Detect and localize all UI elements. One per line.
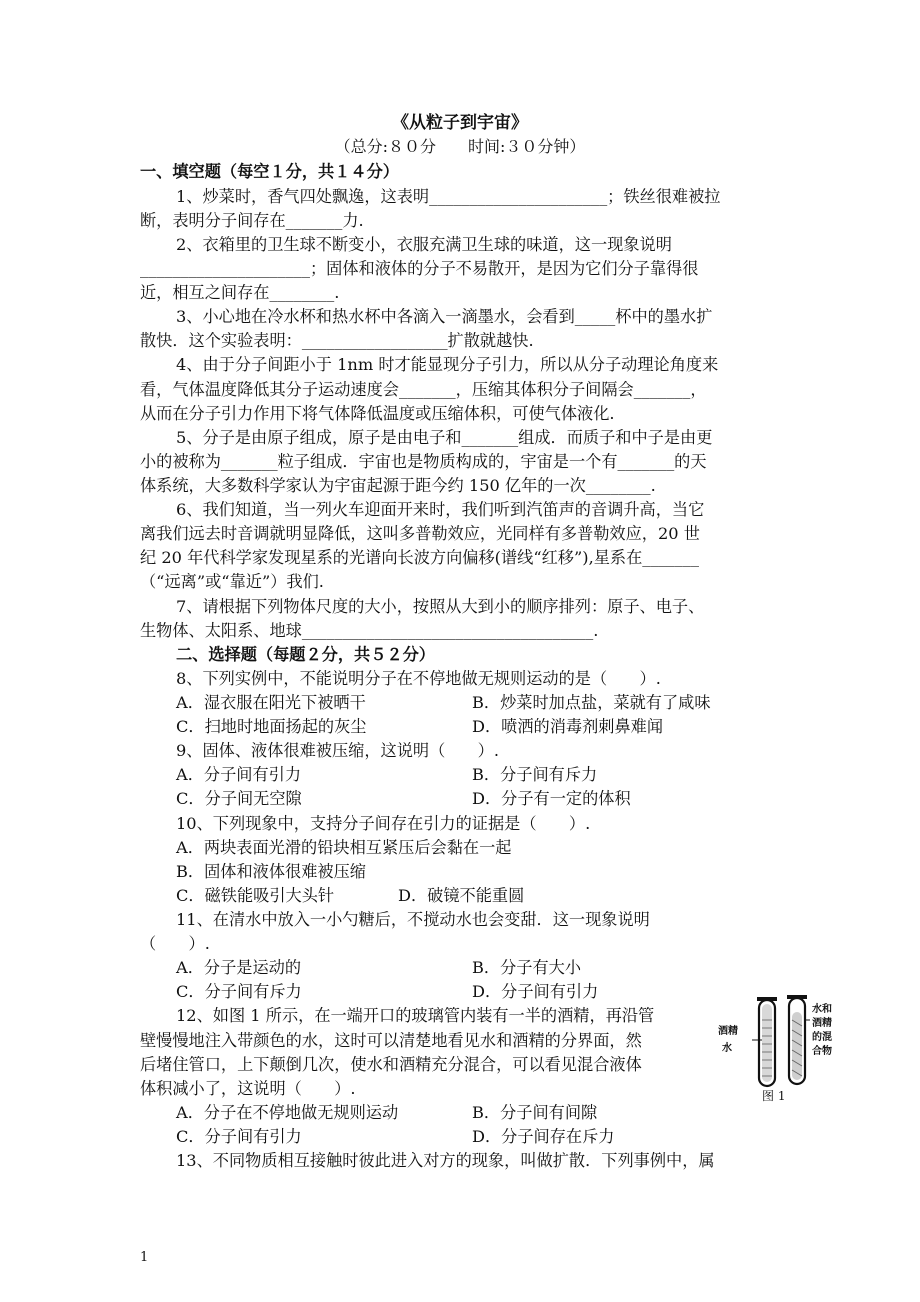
- question-2-line-2: _____________________；固体和液体的分子不易散开，是因为它们分子靠得很: [140, 259, 699, 278]
- question-8-option-b: B．炒菜时加点盐，菜就有了咸味: [472, 693, 711, 712]
- document-title: 《从粒子到宇宙》: [392, 113, 528, 133]
- question-5-line-3: 体系统，大多数科学家认为宇宙起源于距今约 150 亿年的一次________.: [140, 476, 656, 495]
- figure-label-mixture-1: 水和: [812, 1004, 832, 1015]
- document-subtitle: （总分:８０分 时间:３０分钟）: [334, 137, 586, 156]
- question-3-line-1: 3、小心地在冷水杯和热水杯中各滴入一滴墨水，会看到_____杯中的墨水扩: [176, 307, 713, 326]
- question-3-line-2: 散快．这个实验表明：__________________扩散就越快.: [140, 331, 534, 350]
- figure-label-water: 水: [722, 1043, 732, 1054]
- question-10-option-a: A．两块表面光滑的铅块相互紧压后会黏在一起: [176, 838, 512, 857]
- question-9-option-b: B．分子间有斥力: [472, 765, 598, 784]
- question-10-option-c: C．磁铁能吸引大头针: [176, 886, 335, 905]
- section-heading-multiple-choice: 二、选择题（每题２分，共５２分）: [176, 645, 435, 664]
- question-1-line-2: 断，表明分子间存在_______力.: [140, 211, 364, 230]
- question-8-stem: 8、下列实例中，不能说明分子在不停地做无规则运动的是（ ）.: [176, 669, 661, 688]
- question-4-line-1: 4、由于分子间距小于 1nm 时才能显现分子引力，所以从分子动理论角度来: [176, 355, 719, 374]
- right-test-tube: [787, 995, 810, 1084]
- question-2-line-1: 2、衣箱里的卫生球不断变小，衣服充满卫生球的味道，这一现象说明: [176, 235, 672, 254]
- question-10-stem: 10、下列现象中，支持分子间存在引力的证据是（ ）.: [176, 814, 591, 833]
- question-12-option-b: B．分子间有间隙: [472, 1103, 598, 1122]
- question-12-option-c: C．分子间有引力: [176, 1127, 302, 1146]
- question-13-line-1: 13、不同物质相互接触时彼此进入对方的现象，叫做扩散．下列事例中，属: [176, 1151, 715, 1170]
- question-11-option-a: A．分子是运动的: [176, 958, 302, 977]
- question-10-option-b: B．固体和液体很难被压缩: [176, 862, 366, 881]
- question-5-line-1: 5、分子是由原子组成，原子是由电子和_______组成．而质子和中子是由更: [176, 428, 713, 447]
- question-4-line-3: 从而在分子引力作用下将气体降低温度或压缩体积，可使气体液化.: [140, 404, 615, 423]
- question-12-line-4: 体积减小了，这说明（ ）.: [140, 1079, 356, 1098]
- question-8-option-d: D．喷洒的消毒剂刺鼻难闻: [472, 717, 664, 736]
- question-12-line-1: 12、如图 1 所示，在一端开口的玻璃管内装有一半的酒精，再沿管: [176, 1006, 655, 1025]
- question-7-line-1: 7、请根据下列物体尺度的大小，按照从大到小的顺序排列：原子、电子、: [176, 597, 705, 616]
- page-number: 1: [140, 1250, 149, 1265]
- question-9-option-d: D．分子有一定的体积: [472, 789, 631, 808]
- question-6-line-2: 离我们远去时音调就明显降低，这叫多普勒效应，光同样有多普勒效应，20 世: [140, 524, 700, 543]
- question-4-line-2: 看，气体温度降低其分子运动速度会_______，压缩其体积分子间隔会_______，: [140, 380, 707, 399]
- question-9-stem: 9、固体、液体很难被压缩，这说明（ ）.: [176, 741, 500, 760]
- question-12-option-a: A．分子在不停地做无规则运动: [176, 1103, 399, 1122]
- question-11-option-d: D．分子间有引力: [472, 982, 599, 1001]
- question-11-line-1: 11、在清水中放入一小勺糖后，不搅动水也会变甜．这一现象说明: [176, 910, 650, 929]
- figure-label-mixture-2: 酒精: [812, 1018, 832, 1029]
- section-heading-fill-blank: 一、填空题（每空１分，共１４分）: [140, 162, 399, 181]
- figure-caption: 图 1: [762, 1089, 786, 1103]
- question-2-line-3: 近，相互之间存在________.: [140, 283, 340, 302]
- question-12-line-2: 壁慢慢地注入带颜色的水，这时可以清楚地看见水和酒精的分界面，然: [140, 1031, 642, 1050]
- question-12-option-d: D．分子间存在斥力: [472, 1127, 615, 1146]
- question-10-option-d: D．破镜不能重圆: [398, 886, 525, 905]
- question-12-line-3: 后堵住管口，上下颠倒几次，使水和酒精充分混合，可以看见混合液体: [140, 1055, 642, 1074]
- question-11-option-b: B．分子有大小: [472, 958, 582, 977]
- left-test-tube: [752, 997, 777, 1086]
- question-11-line-2: （ ）.: [140, 934, 210, 953]
- question-5-line-2: 小的被称为_______粒子组成．宇宙也是物质构成的，宇宙是一个有_______的天: [140, 452, 707, 471]
- figure-label-mixture-3: 的混: [812, 1032, 832, 1043]
- question-1-line-1: 1、炒菜时，香气四处飘逸，这表明______________________；铁丝很难被拉: [176, 187, 721, 206]
- question-11-option-c: C．分子间有斥力: [176, 982, 302, 1001]
- question-6-line-4: （“远离”或“靠近”）我们.: [140, 572, 324, 591]
- question-9-option-c: C．分子间无空隙: [176, 789, 302, 808]
- question-6-line-3: 纪 20 年代科学家发现星系的光谱向长波方向偏移(谱线“红移”),星系在_______: [140, 548, 699, 567]
- question-6-line-1: 6、我们知道，当一列火车迎面开来时，我们听到汽笛声的音调升高，当它: [176, 500, 705, 519]
- question-8-option-a: A．湿衣服在阳光下被晒干: [176, 693, 366, 712]
- question-8-option-c: C．扫地时地面扬起的灰尘: [176, 717, 367, 736]
- figure-label-alcohol: 酒精: [718, 1026, 738, 1037]
- question-9-option-a: A．分子间有引力: [176, 765, 302, 784]
- question-7-line-2: 生物体、太阳系、地球____________________________________.: [140, 621, 599, 640]
- figure-label-mixture-4: 合物: [812, 1046, 832, 1057]
